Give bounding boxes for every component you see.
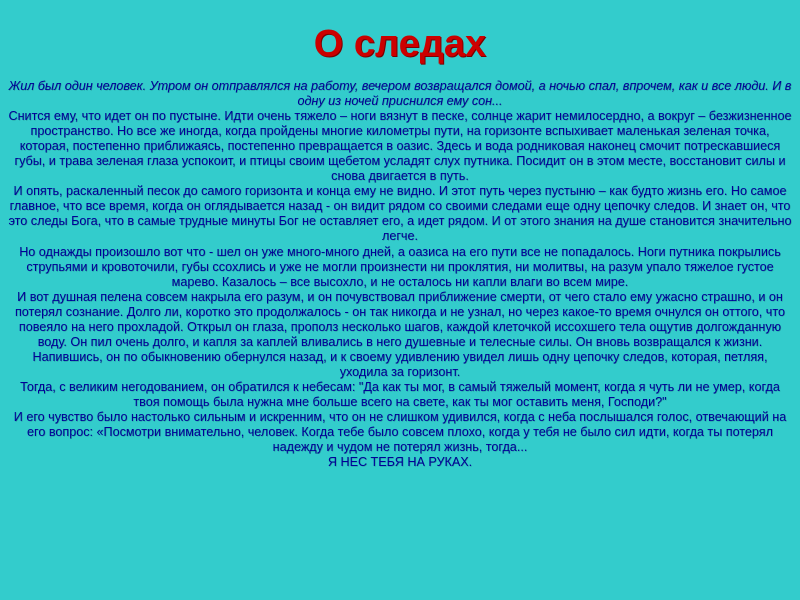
paragraph-conclusion: Я НЕС ТЕБЯ НА РУКАХ. — [327, 455, 473, 470]
slide-title: О следах — [313, 23, 487, 65]
slide-body — [8, 79, 792, 470]
paragraph-intro: Жил был один человек. Утром он отправлялся на работу, вечером возвращался домой, а ночью спал, впрочем, как и все люди. И в одну из ночей приснился ему сон... — [8, 79, 792, 109]
paragraph-rescue: И вот душная пелена совсем накрыла его разум, и он почувствовал приближение смерти, от чего стало ему ужасно страшно, и он потерял сознание. Долго ли, коротко это продолжалось - он так никогда и не узнал, но через какое-то время очнулся он оттого, что повеяло на него прохладой. Открыл он глаза, прополз несколько шагов, каждой клеточкой иссохшего тела ощутив долгожданную воду. Он пил очень долго, и капля за каплей вливались в него душевные и телесные силы. Он вновь возвращался к жизни. Напившись, он по обыкновению обернулся назад, и к своему удивлению увидел лишь одну цепочку следов, которая, петляя, уходила за горизонт. — [14, 289, 785, 379]
paragraph-question: Тогда, с великим негодованием, он обратился к небесам: "Да как ты мог, в самый тяжелый момент, когда я чуть ли не умер, когда твоя помощь была нужна мне больше всего на свете, как ты мог оставить меня, Господи?" — [20, 379, 780, 409]
paragraph-footprints: И опять, раскаленный песок до самого горизонта и конца ему не видно. И этот путь через пустыню – как будто жизнь его. Но самое главное, что все время, когда он оглядывается назад - он видит рядом со своими следами еще одну цепочку следов. И знает он, что это следы Бога, что в самые трудные минуты Бог не оставляет его, а идет рядом. И от этого знания на душе становится значительно легче. — [8, 184, 792, 244]
paragraph-hardship: Но однажды произошло вот что - шел он уже много-много дней, а оазиса на его пути все не попадалось. Ноги путника покрылись струпьями и кровоточили, губы ссохлись и уже не могли произнести ни проклятия, ни молитвы, на разум упало тяжелое густое марево. Казалось – все высохло, и не осталось ни капли влаги во всем мире. — [19, 244, 781, 289]
paragraph-desert: Снится ему, что идет он по пустыне. Идти очень тяжело – ноги вязнут в песке, солнце жарит немилосердно, а вокруг – безжизненное пространство. Но все же иногда, когда пройдены многие километры пути, на горизонте вспыхивает маленькая зеленая точка, которая, постепенно приближаясь, постепенно превращается в оазис. Здесь и вода родниковая наконец смочит потрескавшиеся губы, и трава зеленая глаза успокоит, и птицы своим щебетом усладят слух путника. Посидит он в этом месте, восстановит силы и снова двигается в путь. — [8, 109, 792, 184]
paragraph-answer: И его чувство было настолько сильным и искренним, что он не слишком удивился, когда с неба послышался голос, отвечающий на его вопрос: «Посмотри внимательно, человек. Когда тебе было совсем плохо, когда у тебя не было сил идти, когда ты потерял надежду и чудом не потерял жизнь, тогда... — [13, 410, 787, 455]
